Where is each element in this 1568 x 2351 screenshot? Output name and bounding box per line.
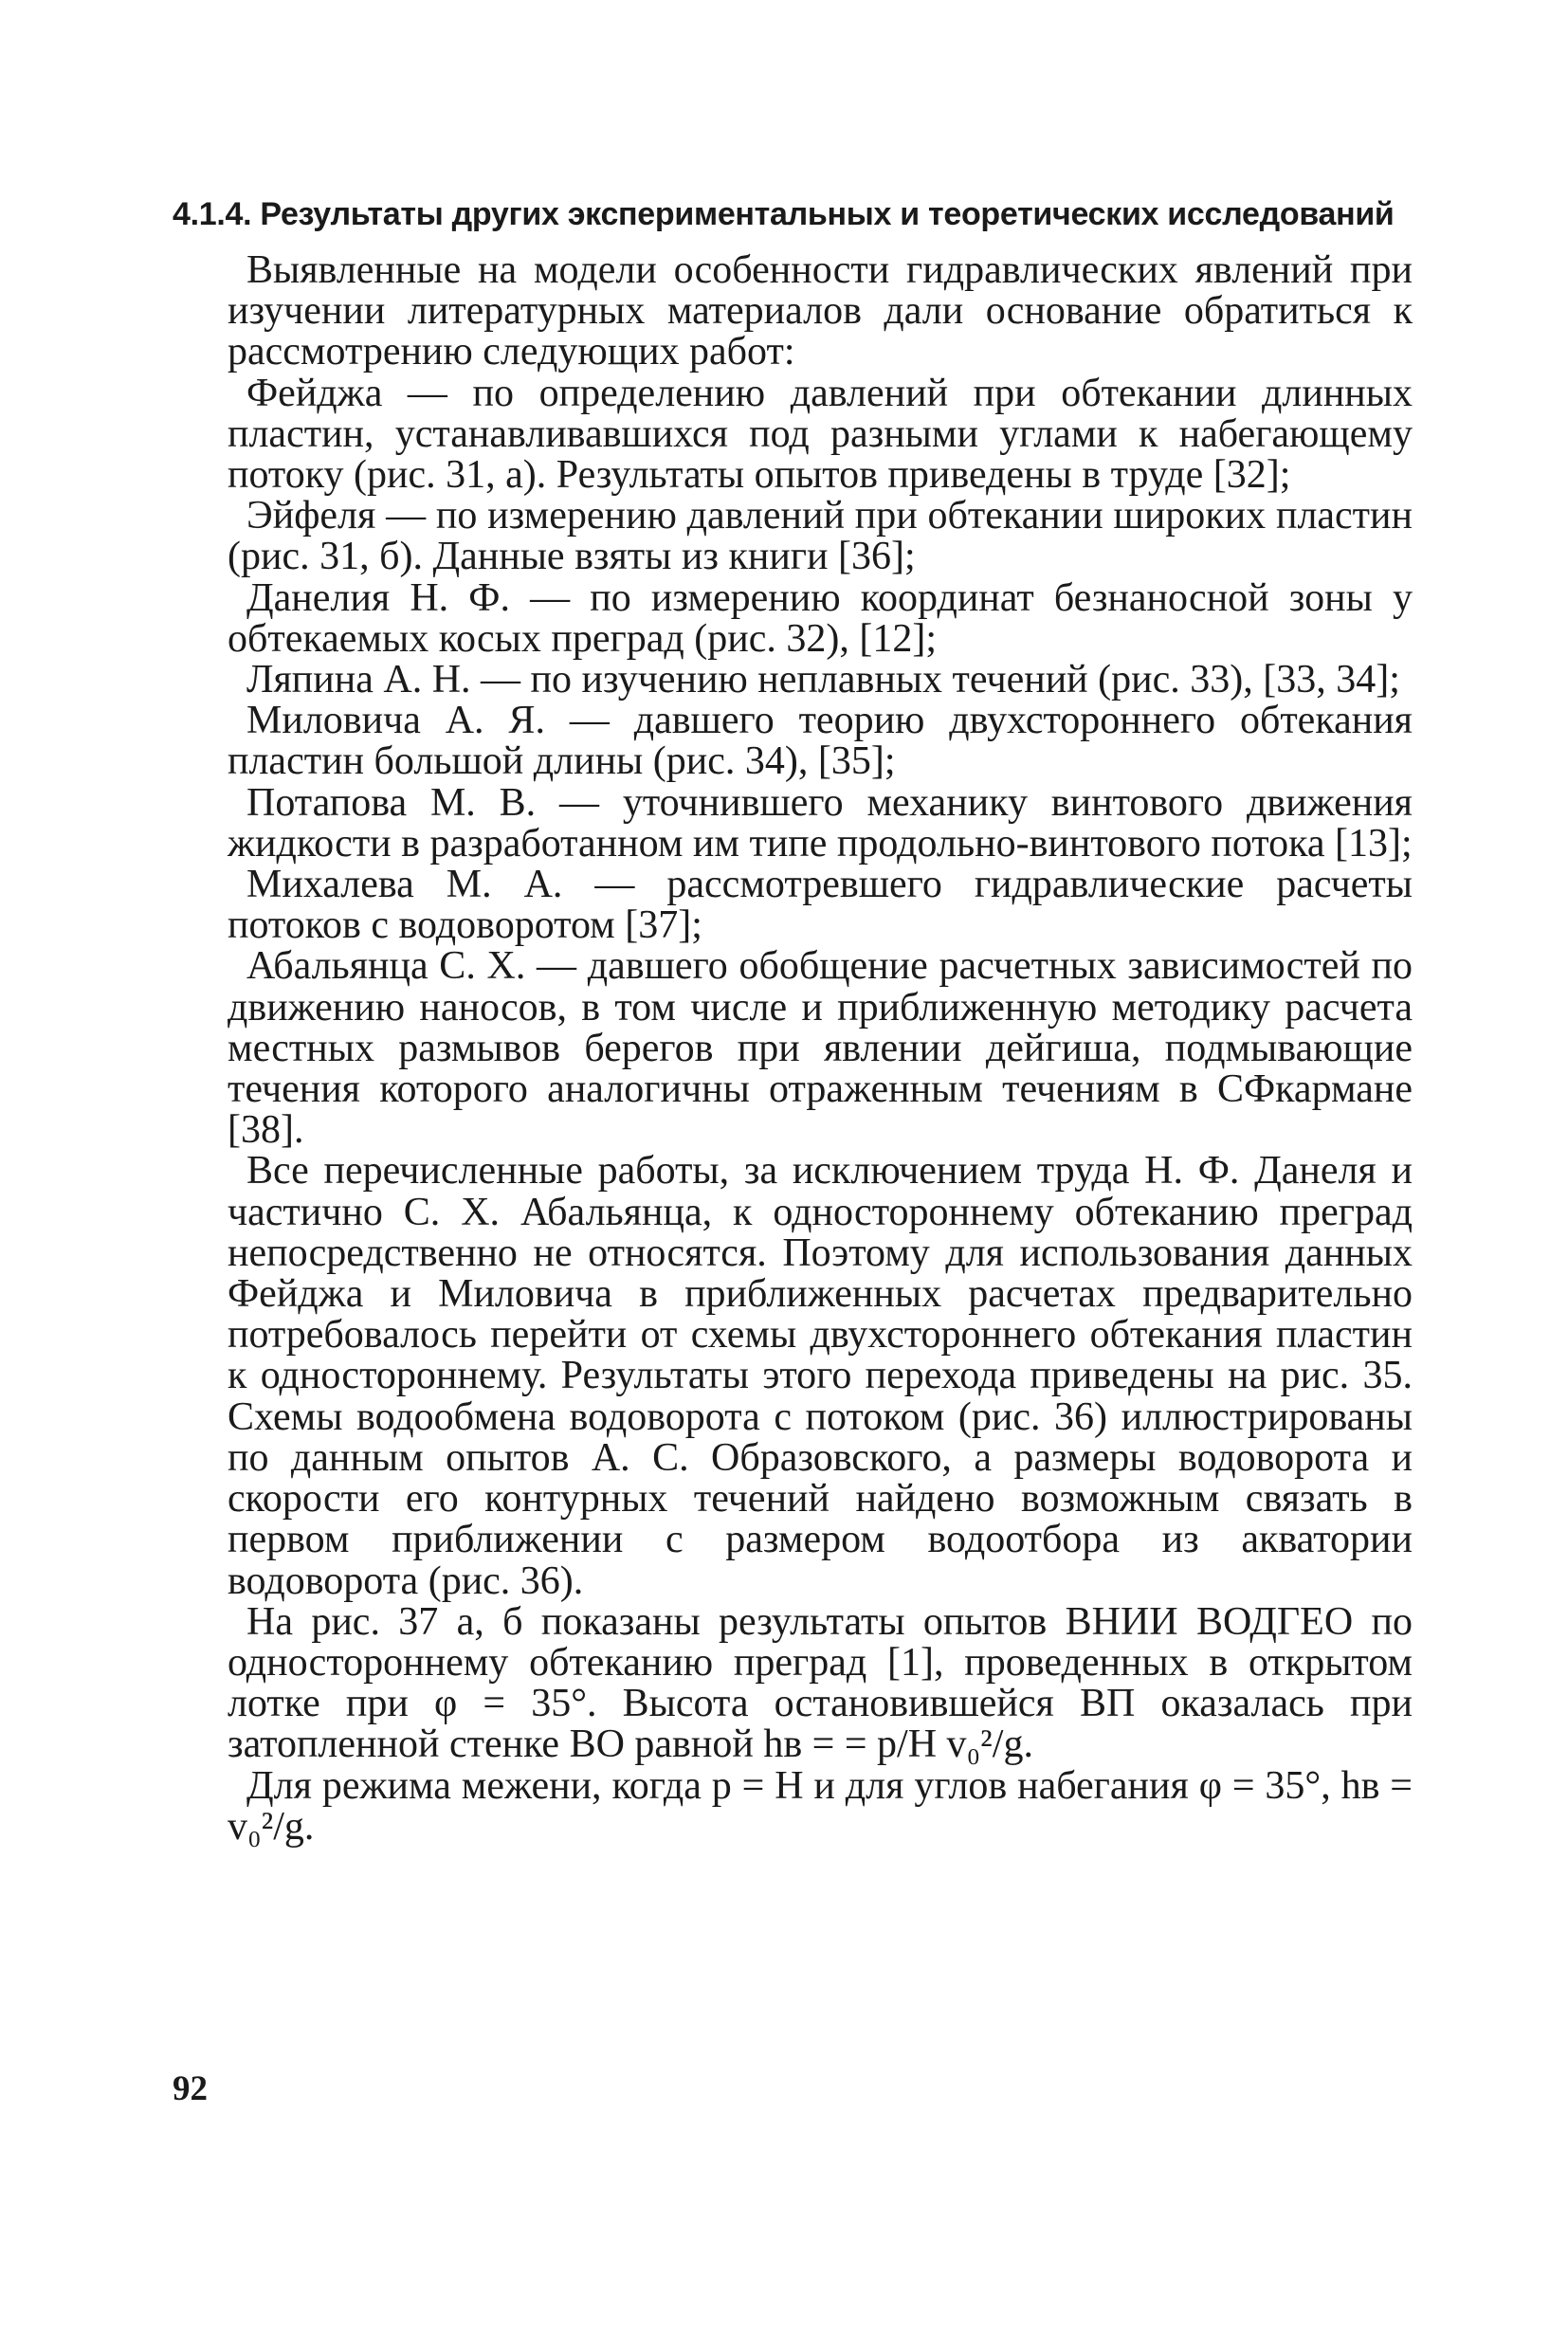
paragraph-mezhen: Для режима межени, когда p = H и для углов набегания φ = 35°, hв = v₀²/g. xyxy=(228,1763,1413,1849)
paragraph-abalyants: Абальянца С. Х. — давшего обобщение расчетных зависимостей по движению наносов, в том числе и приближенную методику расчета местных размывов берегов при явлении дейгиша, подмывающие течения которого аналогичны отраженным течениям в СФкармане [38]. xyxy=(228,944,1413,1153)
paragraph-feidzh: Фейджа — по определению давлений при обтекании длинных пластин, устанавливавшихся под разными углами к набегающему потоку (рис. 31, а). Результаты опытов приведены в труде [32]; xyxy=(228,371,1413,498)
paragraph-daneliya: Данелия Н. Ф. — по измерению координат безнаносной зоны у обтекаемых косых преград (рис. 32), [12]; xyxy=(228,575,1413,661)
paragraph-vodgeo: На рис. 37 а, б показаны результаты опытов ВНИИ ВОДГЕО по одностороннему обтеканию преград [1], проведенных в открытом лотке при φ = 35°. Высота остановившейся ВП оказалась при затопленной стенке ВО равной hв = = p/H v₀²/g. xyxy=(228,1599,1413,1767)
paragraph-intro: Выявленные на модели особенности гидравлических явлений при изучении литературных материалов дали основание обратиться к рассмотрению следующих работ: xyxy=(228,248,1413,374)
body-text xyxy=(228,250,1413,1848)
paragraph-summary: Все перечисленные работы, за исключением труда Н. Ф. Данеля и частично С. Х. Абальянца, к одностороннему обтеканию преград непосредственно не относятся. Поэтому для использования данных Фейджа и Миловича в приближенных расчетах предварительно потребовалось перейти от схемы двухстороннего обтекания пластин к одностороннему. Результаты этого перехода приведены на рис. 35. Схемы водообмена водоворота с потоком (рис. 36) иллюстрированы по данным опытов А. С. Образовского, а размеры водоворота и скорости его контурных течений найдено возможным связать в первом приближении с размером водоотбора из акватории водоворота (рис. 36). xyxy=(228,1149,1413,1603)
paragraph-milovich: Миловича А. Я. — давшего теорию двухстороннего обтекания пластин большой длины (рис. 34), [35]; xyxy=(228,699,1413,784)
paragraph-mikhalev: Михалева М. А. — рассмотревшего гидравлические расчеты потоков с водоворотом [37]; xyxy=(228,863,1413,948)
section-heading: 4.1.4. Результаты других экспериментальных и теоретических исследований xyxy=(173,196,1395,232)
paragraph-eiffel: Эйфеля — по измерению давлений при обтекании широких пластин (рис. 31, б). Данные взяты из книги [36]; xyxy=(228,494,1413,579)
paragraph-lyapin: Ляпина А. Н. — по изучению неплавных течений (рис. 33), [33, 34]; xyxy=(246,658,1400,702)
page-number: 92 xyxy=(173,2069,208,2108)
paragraph-potapov: Потапова М. В. — уточнившего механику винтового движения жидкости в разработанном им типе продольно-винтового потока [13]; xyxy=(228,780,1413,866)
